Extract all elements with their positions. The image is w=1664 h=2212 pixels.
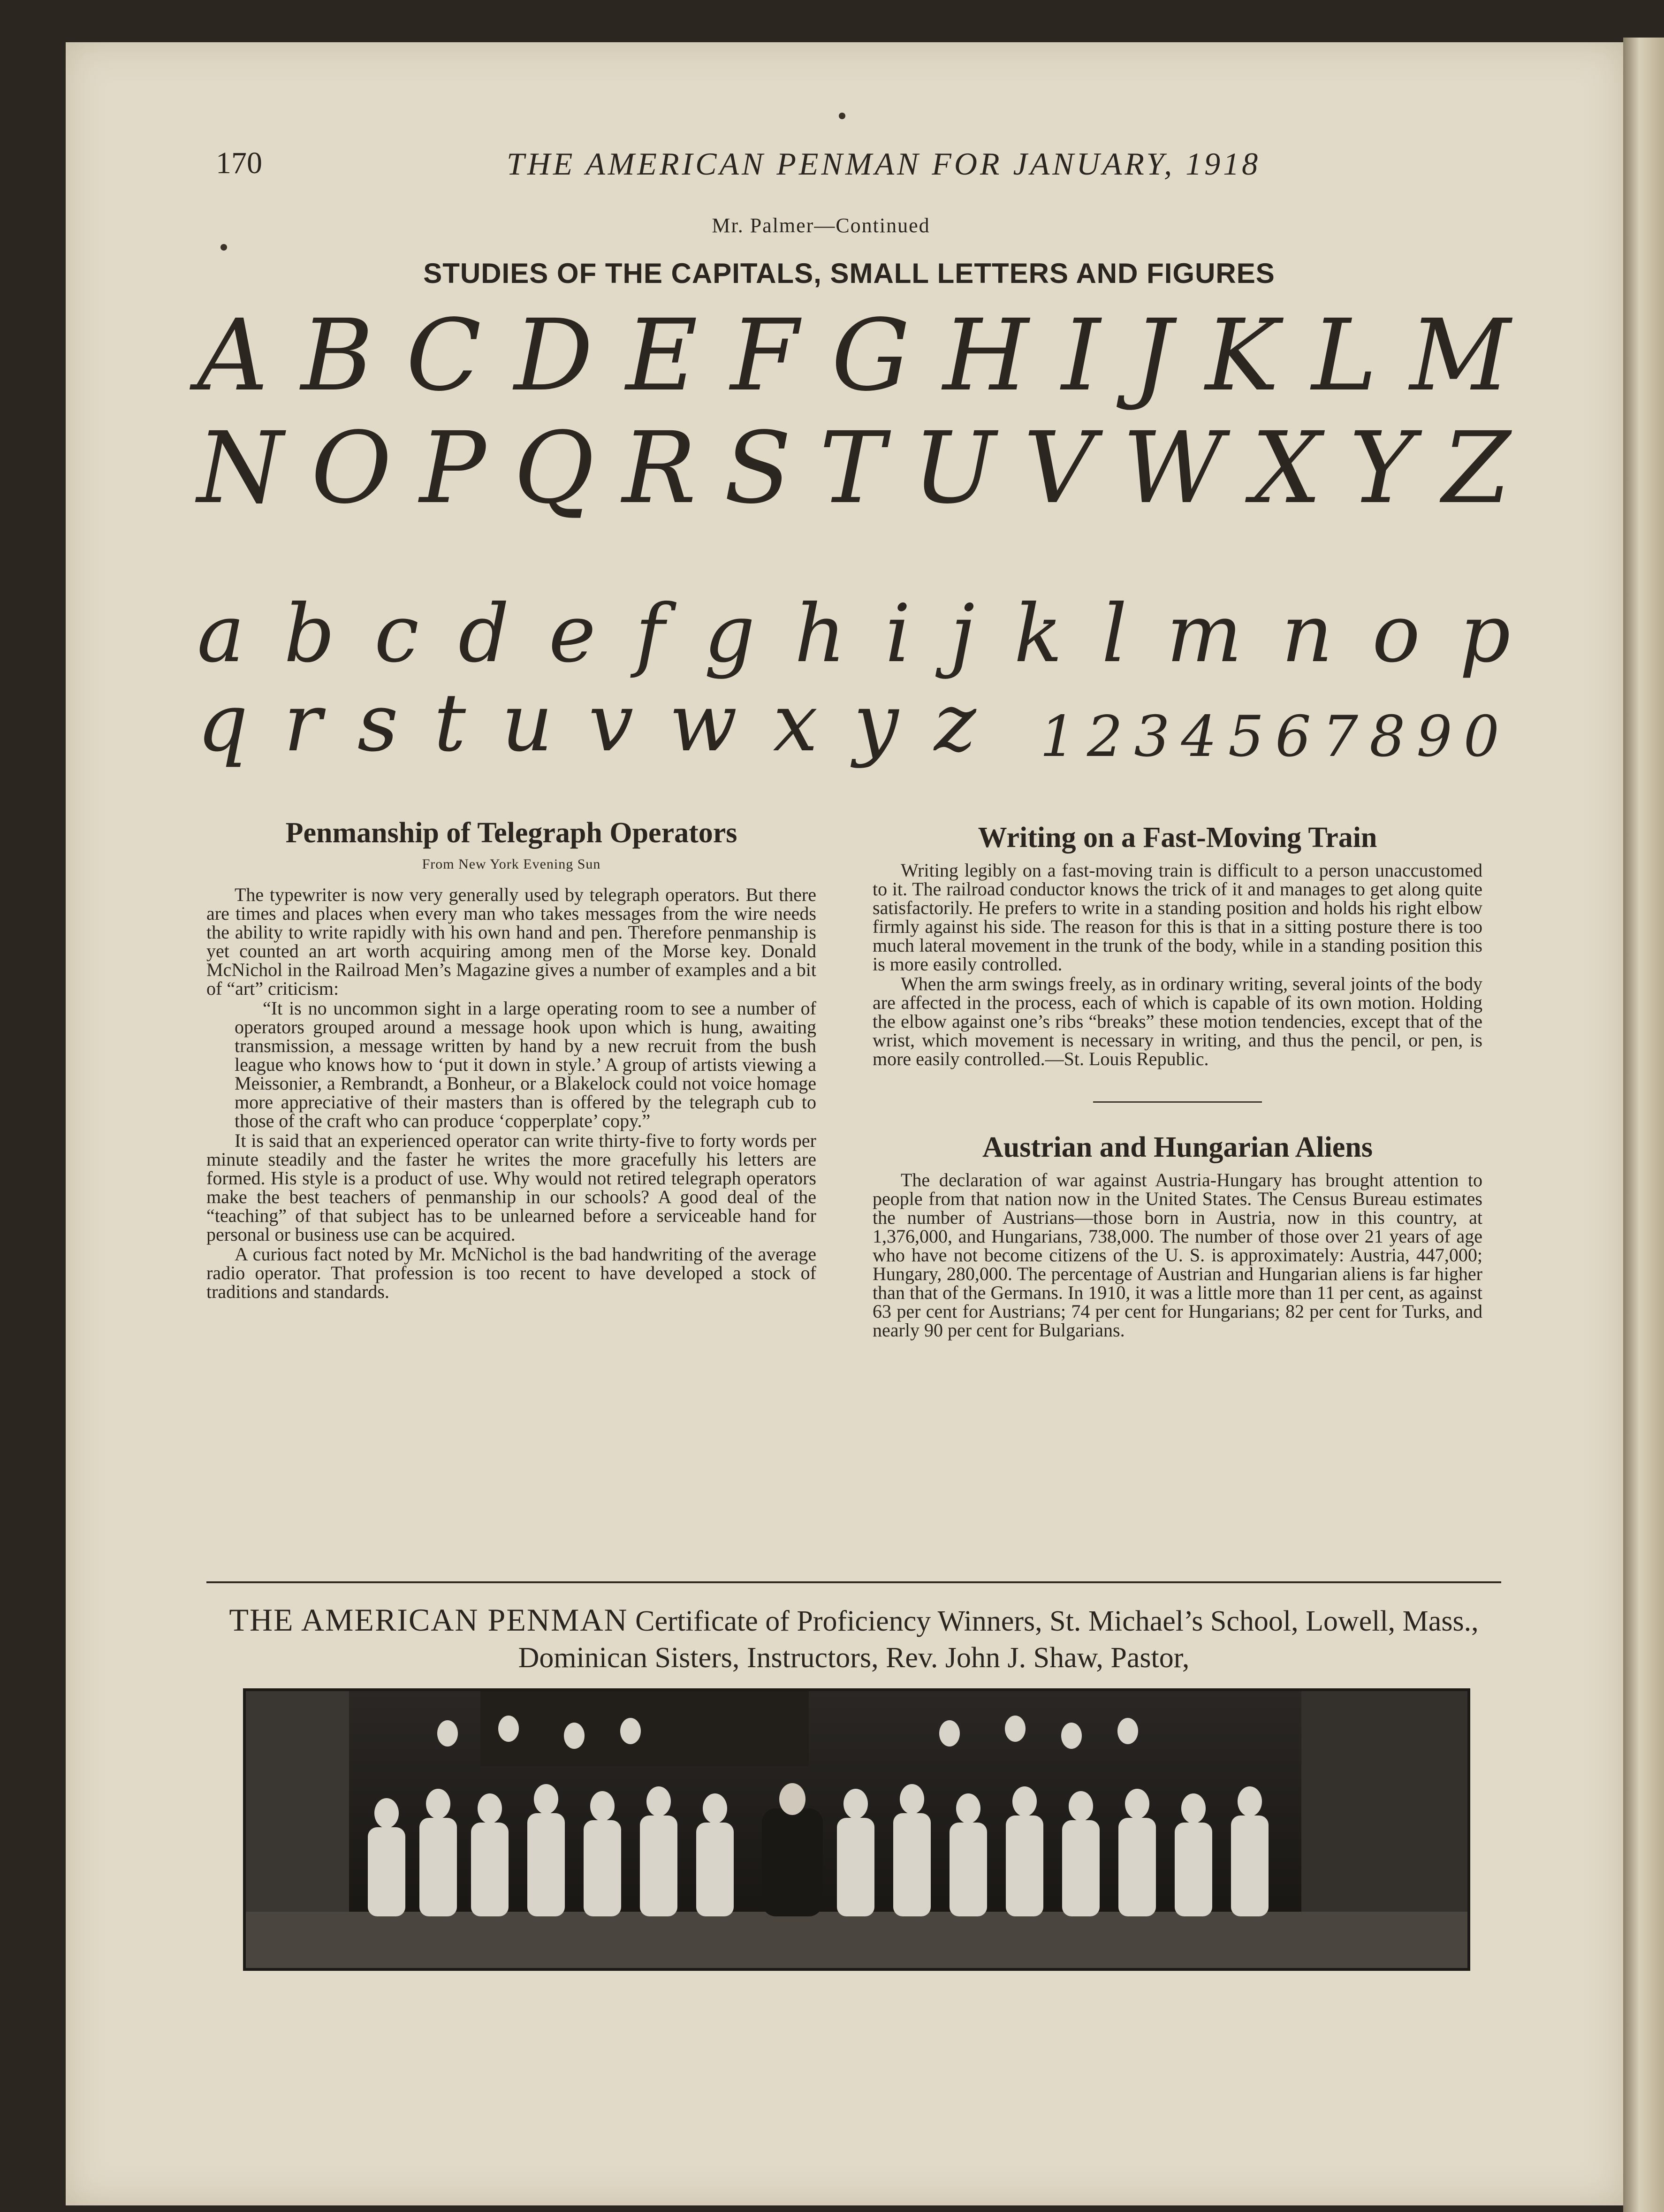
- script-letter: Q: [513, 411, 594, 526]
- script-letter: F: [730, 298, 799, 413]
- script-letter: T: [819, 411, 885, 526]
- script-letter: W: [1122, 411, 1224, 526]
- script-letter: q: [197, 677, 248, 770]
- photo-caption: [206, 1600, 1501, 1677]
- script-letter: B: [301, 298, 373, 413]
- script-letter: t: [433, 677, 466, 770]
- page-number: 170: [216, 146, 262, 180]
- photo-illustration: [246, 1691, 1467, 1968]
- paragraph: It is said that an experienced operator can write thirty-five to forty words per minute steadily and the faster he writes the more gracefully his letters are formed. His style is a product of use. Why would not retired telegraph operators make the best teachers of penmanship in our schools? A good deal of the “teaching” of that subject has to be unlearned before a serviceable hand for personal or business use can be acquired.: [206, 1130, 816, 1245]
- script-letter: d: [458, 587, 509, 680]
- script-letter: n: [1281, 587, 1333, 680]
- script-letter: X: [1251, 411, 1322, 526]
- script-small-letters-row-2: [197, 677, 1511, 770]
- article-body-aliens: [873, 1171, 1482, 1340]
- script-letter: M: [1409, 298, 1511, 413]
- script-letter: j: [950, 587, 975, 680]
- script-letter: K: [1205, 298, 1279, 413]
- script-letter: D: [514, 298, 593, 413]
- script-letter: p: [1459, 587, 1511, 680]
- section-heading: STUDIES OF THE CAPITALS, SMALL LETTERS AND FIGURES: [423, 258, 1275, 289]
- script-letter: E: [625, 298, 698, 413]
- script-letter: h: [794, 587, 846, 680]
- script-letter: o: [1372, 587, 1421, 680]
- script-letter: G: [831, 298, 911, 413]
- script-letter: H: [942, 298, 1029, 413]
- paragraph: Writing legibly on a fast-moving train is difficult to a person unaccustomed to it. The railroad conductor knows the trick of it and manages to get along quite satisfactorily. He prefers to write in a standing position and holds his right elbow firmly against his side. The reason for this is that in a sitting posture there is too much lateral movement in the trunk of the body, while in a standing position this is more easily controlled.: [873, 860, 1482, 975]
- paragraph: A curious fact noted by Mr. McNichol is the bad handwriting of the average radio operator. That profession is too recent to have developed a stock of traditions and standards.: [206, 1243, 816, 1302]
- steps: [246, 1912, 1467, 1968]
- quoted-paragraph: “It is no uncommon sight in a large operating room to see a number of operators grouped around a message hook upon which is hung, awaiting transmission, a message written by hand by a new recruit from the bush league who knows how to ‘put it down in style.’ A group of artists viewing a Meissonier, a Rembrandt, a Bonheur, or a Blakelock could not voice homage more appreciative of their masters than is offered by the telegraph cub to those of the craft who can produce ‘copperplate’ copy.”: [235, 998, 816, 1131]
- page-speck: [839, 113, 845, 119]
- section-divider: [1093, 1101, 1262, 1103]
- caption-line-1-rest: Certificate of Proficiency Winners, St. Michael’s School, Lowell, Mass.,: [635, 1605, 1479, 1637]
- caption-line-1: [206, 1600, 1501, 1640]
- pastor-head: [779, 1783, 805, 1815]
- script-letter: U: [912, 411, 996, 526]
- script-letter: V: [1023, 411, 1095, 526]
- script-letter: L: [1311, 298, 1377, 413]
- script-letter: m: [1166, 587, 1242, 680]
- script-letter: v: [588, 677, 634, 770]
- script-letter: R: [622, 411, 697, 526]
- script-letter: f: [635, 587, 665, 680]
- script-letter: b: [284, 587, 335, 680]
- left-column: [206, 816, 816, 1301]
- script-letter: u: [501, 677, 553, 770]
- adjacent-page-edge: [1623, 38, 1664, 2212]
- script-letter: N: [197, 411, 283, 526]
- paragraph: When the arm swings freely, as in ordinary writing, several joints of the body are affected in the process, each of which is capable of its own motion. Holding the elbow against one’s ribs “breaks” these motion tendencies, except that of the wrist, which movement is necessary in writing, and thus the pencil, or pen, is more easily controlled.—St. Louis Republic.: [873, 973, 1482, 1069]
- script-letter: J: [1133, 298, 1173, 413]
- page-speck: [220, 244, 227, 251]
- article-title-train: Writing on a Fast-Moving Train: [978, 822, 1377, 854]
- script-capitals-row-1: [197, 300, 1511, 413]
- script-capitals-row-2: [197, 413, 1511, 526]
- script-letter: c: [374, 587, 419, 680]
- script-letter: Y: [1349, 411, 1414, 526]
- script-letter: S: [724, 411, 792, 526]
- script-small-letters-row-1: [197, 587, 1511, 680]
- script-letter: P: [419, 411, 486, 526]
- script-letter: w: [669, 677, 737, 770]
- script-letter: z: [934, 677, 976, 770]
- caption-line-2: Dominican Sisters, Instructors, Rev. John J. Shaw, Pastor,: [518, 1642, 1190, 1674]
- running-head: [216, 141, 1482, 192]
- script-letter: g: [704, 587, 755, 680]
- script-letter: a: [197, 587, 245, 680]
- article-title-telegraph: Penmanship of Telegraph Operators: [285, 817, 737, 849]
- script-letter: Z: [1442, 411, 1511, 526]
- script-letter: I: [1061, 298, 1101, 413]
- doorway: [480, 1691, 809, 1766]
- article-body-telegraph: [206, 885, 816, 1301]
- paragraph: The declaration of war against Austria-Hungary has brought attention to people from that nation now in the United States. The Census Bureau estimates the number of Austrians—those born in Austria, now in this country, at 1,376,000, and Hungarians, 738,000. The number of those over 21 years of age who have not become citizens of the U. S. is approximately: Austria, 447,000; Hungary, 280,000. The percentage of Austrian and Hungarian aliens is far higher than that of the Germans. In 1910, it was a little more than 11 per cent, as against 63 per cent for Austrians; 74 per cent for Hungarians; 82 per cent for Turks, and nearly 90 per cent for Bulgarians.: [873, 1169, 1482, 1341]
- article-source: From New York Evening Sun: [422, 856, 601, 872]
- script-letter: A: [197, 298, 268, 413]
- article-title-aliens: Austrian and Hungarian Aliens: [982, 1131, 1373, 1163]
- article-body-train: [873, 861, 1482, 1068]
- continued-line: Mr. Palmer—Continued: [712, 214, 930, 237]
- class-group-photo: [243, 1688, 1470, 1971]
- right-column: [873, 821, 1482, 1340]
- paragraph: The typewriter is now very generally used by telegraph operators. But there are times and places when every man who takes messages from the wire needs the ability to write rapidly with his own hand and pen. Therefore penmanship is yet counted an art worth acquiring among men of the Morse key. Donald McNichol in the Railroad Men’s Magazine gives a number of examples and a bit of “art” criticism:: [206, 884, 816, 999]
- script-letter: e: [548, 587, 596, 680]
- journal-title: THE AMERICAN PENMAN FOR JANUARY, 1918: [507, 146, 1261, 182]
- script-letter: x: [773, 677, 818, 770]
- script-letter: k: [1014, 587, 1063, 680]
- script-letter: C: [406, 298, 482, 413]
- script-letter: l: [1102, 587, 1127, 680]
- horizontal-rule: [206, 1581, 1501, 1583]
- script-letter: r: [283, 677, 322, 770]
- script-letter: i: [885, 587, 911, 680]
- script-figures: 1234567890: [1040, 704, 1511, 770]
- script-letter: O: [311, 411, 392, 526]
- caption-journal-name: THE AMERICAN PENMAN: [229, 1602, 628, 1638]
- pastor-figure: [762, 1808, 823, 1916]
- script-letter: y: [853, 677, 899, 770]
- script-letter: s: [357, 677, 398, 770]
